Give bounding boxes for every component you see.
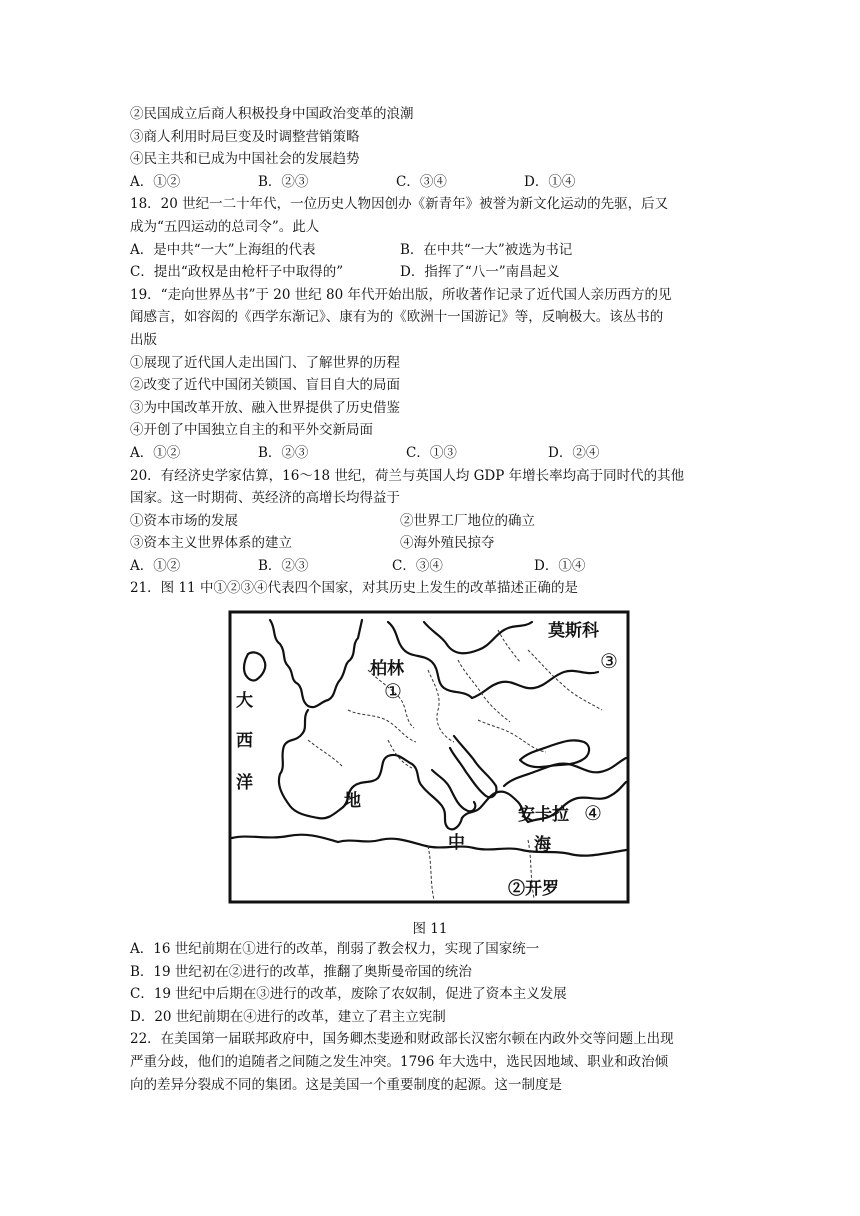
- q20-option-1: ①资本市场的发展: [130, 512, 238, 529]
- q20-option-3: ③资本主义世界体系的建立: [130, 535, 292, 552]
- q19-stem-line-3: 出版: [130, 331, 157, 348]
- q21-stem: 21．图 11 中①②③④代表四个国家，对其历史上发生的改革描述正确的是: [130, 580, 578, 597]
- q21-choice-d: D．20 世纪前期在④进行的改革，建立了君主立宪制: [130, 1008, 446, 1025]
- map-label-atlantic-2: 西: [236, 731, 253, 751]
- q18-stem-line-2: 成为“五四运动的总司令”。此人: [130, 218, 320, 235]
- q19-option-3: ③为中国改革开放、融入世界提供了历史借鉴: [130, 399, 400, 416]
- q17-choice-b: B．②③: [258, 173, 309, 190]
- q21-choice-a: A．16 世纪前期在①进行的改革，削弱了教会权力，实现了国家统一: [130, 941, 540, 957]
- q17-choice-a: A．①②: [130, 173, 181, 190]
- q20-option-2: ②世界工厂地位的确立: [400, 512, 535, 529]
- q20-stem-line-2: 国家。这一时期荷、英经济的高增长均得益于: [130, 490, 400, 507]
- q17-choice-d: D．①④: [524, 173, 576, 190]
- map-svg: [228, 610, 630, 904]
- map-label-ankara: 安卡拉: [518, 805, 569, 825]
- q18-choice-b: B．在中共“一大”被选为书记: [400, 241, 573, 258]
- map-label-med-3: 海: [534, 835, 551, 855]
- map-label-n3: ③: [600, 649, 618, 673]
- q17-choices: [130, 171, 730, 194]
- q19-stem-line-2: 闻感言，如容闳的《西学东渐记》、康有为的《欧洲十一国游记》等，反响极大。该丛书的: [130, 309, 664, 326]
- q20-choices: [130, 555, 730, 578]
- map-label-atlantic-3: 洋: [236, 773, 253, 793]
- map-label-cairo: ②开罗: [508, 879, 559, 899]
- europe-map: [228, 610, 630, 904]
- q20-choice-c: C．③④: [392, 557, 443, 574]
- map-label-n4: ④: [584, 801, 602, 825]
- q21-choice-b: B．19 世纪初在②进行的改革，推翻了奥斯曼帝国的统治: [130, 963, 472, 980]
- q19-option-2: ②改变了近代中国闭关锁国、盲目自大的局面: [130, 377, 400, 394]
- q20-option-4: ④海外殖民掠夺: [400, 535, 495, 552]
- q17-option-2: ②民国成立后商人积极投身中国政治变革的浪潮: [130, 106, 414, 122]
- q20-options-12: [130, 510, 730, 533]
- q17-option-4: ④民主共和已成为中国社会的发展趋势: [130, 151, 360, 168]
- q22-stem-line-2: 严重分歧，他们的追随者之间随之发生冲突。1796 年大选中，选民因地域、职业和政治倾: [130, 1053, 669, 1070]
- figure-caption: 图 11: [412, 921, 448, 937]
- question-sheet: [130, 103, 730, 600]
- q18-choices-ab: [130, 239, 730, 262]
- q18-choice-c: C．提出“政权是由枪杆子中取得的”: [130, 264, 344, 281]
- q22-stem-line-3: 向的差异分裂成不同的集团。这是美国一个重要制度的起源。这一制度是: [130, 1076, 562, 1093]
- q18-choices-cd: [130, 261, 730, 284]
- q19-choice-b: B．②③: [258, 444, 309, 461]
- q17-option-3: ③商人利用时局巨变及时调整营销策略: [130, 128, 360, 145]
- map-frame: [230, 612, 628, 902]
- q19-choices: [130, 442, 730, 465]
- q19-option-4: ④开创了中国独立自主的和平外交新局面: [130, 422, 373, 439]
- q20-stem-line-1: 20．有经济史学家估算，16～18 世纪，荷兰与英国人均 GDP 年增长率均高于同时代的其他: [130, 467, 685, 484]
- q18-stem-line-1: 18．20 世纪一二十年代，一位历史人物因创办《新青年》被誉为新文化运动的先驱，后又: [130, 196, 669, 213]
- q19-choice-c: C．①③: [406, 444, 457, 461]
- q22-stem-line-1: 22．在美国第一届联邦政府中，国务卿杰斐逊和财政部长汉密尔顿在内政外交等问题上出现: [130, 1031, 674, 1048]
- q21-choice-c: C．19 世纪中后期在③进行的改革，废除了农奴制，促进了资本主义发展: [130, 986, 567, 1003]
- q19-stem-line-1: 19．“走向世界丛书”于 20 世纪 80 年代开始出版，所收著作记录了近代国人亲历西方的见: [130, 286, 672, 303]
- map-label-med-1: 地: [344, 791, 361, 811]
- map-label-med-2: 中: [448, 833, 465, 853]
- q18-choice-a: A．是中共“一大”上海组的代表: [130, 241, 316, 258]
- q19-option-1: ①展现了近代国人走出国门、了解世界的历程: [130, 354, 400, 371]
- q17-choice-c: C．③④: [396, 173, 447, 190]
- question-sheet-continued: [130, 938, 730, 1096]
- q19-choice-d: D．②④: [548, 444, 600, 461]
- map-label-berlin: 柏林: [370, 659, 404, 679]
- map-label-n1: ①: [384, 679, 402, 703]
- map-label-atlantic-1: 大: [236, 691, 253, 711]
- q18-choice-d: D．指挥了“八一”南昌起义: [400, 264, 560, 281]
- q19-choice-a: A．①②: [130, 444, 181, 461]
- q20-choice-b: B．②③: [258, 557, 309, 574]
- map-label-moscow: 莫斯科: [548, 621, 599, 641]
- q20-options-34: [130, 532, 730, 555]
- q20-choice-a: A．①②: [130, 557, 181, 574]
- q20-choice-d: D．①④: [534, 557, 586, 574]
